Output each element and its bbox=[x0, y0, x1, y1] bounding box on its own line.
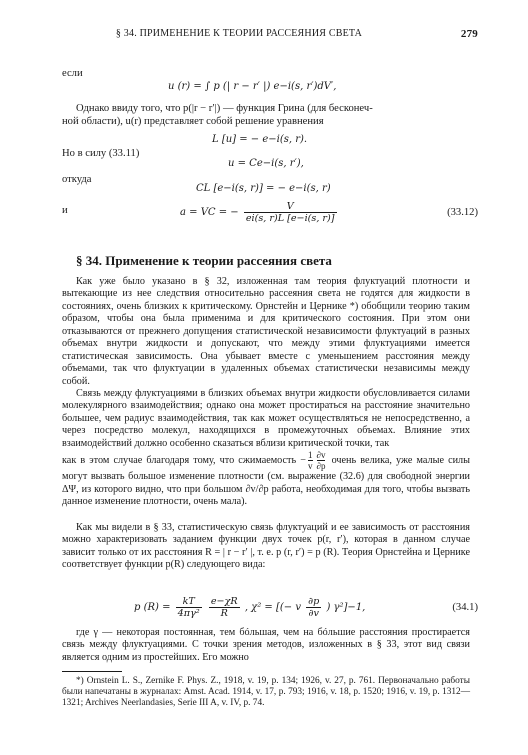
eq-fraction-dp-dv bbox=[306, 596, 321, 619]
body-paragraph-1 bbox=[62, 276, 470, 388]
fraction-denominator: ∂v bbox=[308, 608, 319, 619]
eq-fraction-exp bbox=[209, 596, 240, 619]
equation-a-numerator: V bbox=[244, 201, 337, 213]
equation-p-R bbox=[134, 596, 365, 619]
equation-a-lhs: a = VC = − bbox=[180, 207, 239, 218]
paragraph-text: как в этом случае благодаря тому, что сжимаемость bbox=[62, 455, 297, 467]
equation-a-denominator: ei(s, r)L [e−i(s, r)] bbox=[245, 213, 335, 224]
equation-L-u: L [u] = − e−i(s, r). bbox=[212, 134, 308, 145]
equation-a bbox=[180, 201, 339, 224]
paragraph-line: Однако ввиду того, что p(|r − r′|) — функция Грина (для бесконеч- bbox=[76, 103, 373, 114]
if-label: если bbox=[62, 68, 83, 79]
eq-chi-part: , χ² = [(− v bbox=[244, 602, 301, 613]
fraction-denominator: 4πγ² bbox=[177, 608, 200, 619]
fraction-denominator: R bbox=[220, 608, 228, 619]
fraction-numerator: e−χR bbox=[210, 596, 238, 607]
running-header bbox=[60, 28, 478, 44]
fraction-denominator: v bbox=[308, 461, 313, 472]
paragraph-text: Как уже было указано в § 32, изложенная там теория флуктуаций плотности и вытекающие из нее следствия относительно рассеяния света не годятся для жидкости в состояниях, очень близких к критическому. Орнстейн и Цернике *) обобщили теорию таким образом, чтобы она была применима и для критического состояния. При этом они отказываются от прежнего допущения статистической независимости флуктуаций в разных объемах внутри жидкости и допускают, что между этими флуктуациями имеется статистическая зависимость. Она убывает вместе с уменьшением расстояния между объемами, так что флуктуации в удаленных объемах статистически независимы между собой. bbox=[62, 276, 470, 387]
minus-sign: − bbox=[300, 455, 307, 467]
paragraph-text: очень велика, уже малые силы могут вызвать большое изменение плотности (см. выражение (32.6) для свободной энергии ΔΨ, из которого видно, что при большом ∂v/∂p работа, необходимая для того, чтобы вызвать данное изменение плотности, очень мала). bbox=[62, 455, 470, 508]
paragraph-continuation bbox=[62, 450, 470, 508]
fraction-numerator: ∂v bbox=[316, 450, 326, 461]
fraction-numerator: kT bbox=[176, 596, 202, 608]
whence-label: откуда bbox=[62, 174, 92, 185]
equation-u-integral: u (r) = ∫ p (| r − r′ |) e−i(s, r′)dV′, bbox=[168, 81, 337, 92]
page-number: 279 bbox=[460, 28, 478, 40]
equation-CL: CL [e−i(s, r)] = − e−i(s, r) bbox=[196, 183, 331, 194]
body-paragraph-4 bbox=[62, 627, 470, 664]
eq-pR-label: p (R) = bbox=[134, 602, 171, 613]
by-virtue-label: Но в силу (33.11) bbox=[62, 148, 140, 159]
equation-number: (33.12) bbox=[447, 207, 478, 218]
running-title: § 34. ПРИМЕНЕНИЕ К ТЕОРИИ РАССЕЯНИЯ СВЕТА bbox=[115, 28, 363, 39]
footnote-text: *) Ornstein L. S., Zernike F. Phys. Z., 1918, v. 19, p. 134; 1926, v. 27, p. 761. Первоначально работы были напечатаны в журналах: Amst. Acad. 1914, v. 17, p. 793; 1916, v. 18, p. 1520; 1916, v. 19, p. 1312—1321; Archives Neerlandasies, Serie III A, v. IV, p. 74. bbox=[62, 676, 470, 709]
compressibility-fraction-b bbox=[317, 450, 326, 471]
and-label: и bbox=[62, 205, 68, 216]
fraction-denominator: ∂p bbox=[316, 461, 326, 472]
body-paragraph-2 bbox=[62, 388, 470, 509]
eq-fraction-kT bbox=[176, 596, 202, 619]
section-heading: § 34. Применение к теории рассеяния света bbox=[76, 253, 332, 268]
footnote bbox=[62, 676, 470, 710]
eq-tail: ) γ²]−1, bbox=[326, 602, 366, 613]
paragraph-text: Связь между флуктуациями в близких объемах внутри жидкости обусловливается силами молекулярного взаимодействия; однако она может простираться на расстояние значительно большее, чем радиус взаимодействия, так как может осуществляться не непосредственно, а через посредство молекул, находящихся в промежуточных объемах. Влияние этих взаимодействий должно особенно сказаться вблизи критической точки, так bbox=[62, 388, 470, 449]
fraction-numerator: ∂p bbox=[308, 596, 320, 607]
body-paragraph-3 bbox=[62, 522, 470, 572]
equation-u-C: u = Ce−i(s, r′), bbox=[228, 158, 304, 169]
paragraph-text: где γ — некоторая постоянная, тем бóльшая, чем на бóльшие расстояния простирается связь между флуктуациями. С точки зрения методов, изложенных в § 33, этот вид связи является одним из простейших. Его можно bbox=[62, 627, 470, 663]
paragraph-text: Как мы видели в § 33, статистическую связь флуктуаций и ее зависимость от расстояния можно характеризовать заданием функции двух точек p(r, r′), которая в данном случае зависит только от их расстояния R = | r − r′ |, т. е. p (r, r′) = p (R). Теория Орнстейна и Цернике соответствует функции p(R) следующего вида: bbox=[62, 522, 470, 571]
paragraph-line: ной области), u(r) представляет собой решение уравнения bbox=[62, 116, 324, 127]
compressibility-fraction-a bbox=[308, 450, 313, 471]
equation-a-fraction bbox=[244, 201, 337, 224]
fraction-numerator: 1 bbox=[308, 450, 313, 461]
footnote-rule bbox=[62, 671, 122, 672]
equation-number: (34.1) bbox=[452, 602, 478, 613]
